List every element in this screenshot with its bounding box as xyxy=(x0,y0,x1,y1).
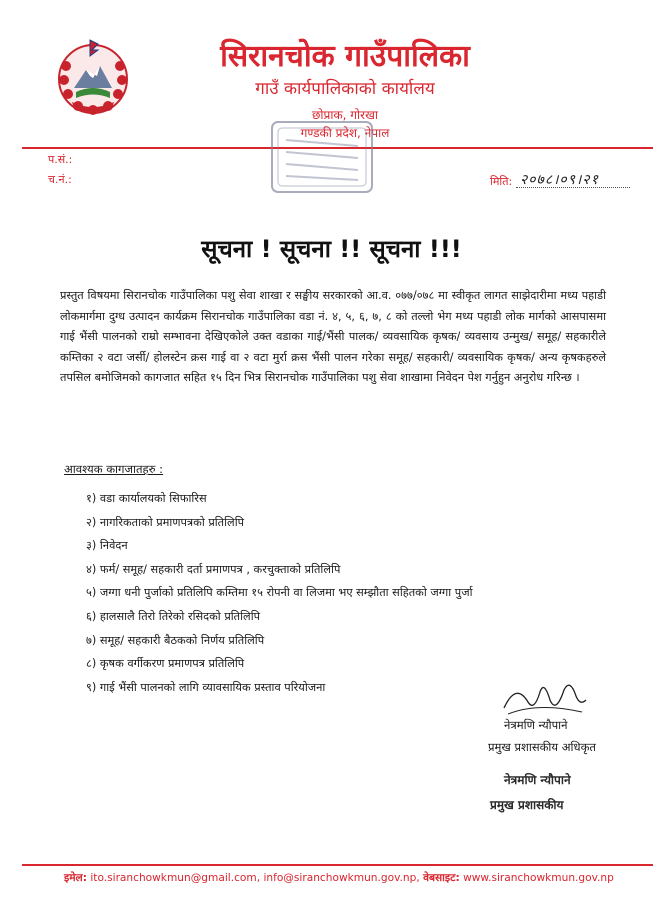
stamp-name: नेत्रमणि न्यौपाने xyxy=(504,773,571,787)
list-item: ९) गाई भैंसी पालनको लागि व्यावसायिक प्रस्ताव परियोजना xyxy=(86,680,326,694)
requirements-list xyxy=(86,487,606,699)
footer-divider xyxy=(22,864,653,866)
office-stamp-icon xyxy=(268,118,376,196)
date-value: २०७८।०९।२१ xyxy=(520,172,599,188)
list-item: ७) समूह/ सहकारी बैठकको निर्णय प्रतिलिपि xyxy=(86,633,265,647)
nepal-emblem-icon xyxy=(52,36,134,118)
date-underline xyxy=(516,187,630,188)
list-item: ६) हालसालै तिरो तिरेको रसिदको प्रतिलिपि xyxy=(86,609,261,623)
list-item: ८) कृषक वर्गीकरण प्रमाणपत्र प्रतिलिपि xyxy=(86,657,245,671)
website-label: वेबसाइट: xyxy=(423,872,460,884)
email-value: ito.siranchowkmun@gmail.com, info@siranchowkmun.gov.np, xyxy=(90,872,420,884)
address-line-1: छोप्राक, गोरखा xyxy=(312,108,378,122)
list-item: २) नागरिकताको प्रमाणपत्रको प्रतिलिपि xyxy=(86,515,245,529)
signature-icon xyxy=(498,672,590,720)
date-label: मिति: xyxy=(490,175,513,188)
footer-contact xyxy=(64,871,614,885)
reference-number-label: प.सं.: xyxy=(48,153,73,166)
list-item: ३) निवेदन xyxy=(86,539,128,553)
list-item: ५) जग्गा धनी पुर्जाको प्रतिलिपि कम्तिमा १५ रोपनी वा लिजमा भए सम्झौता सहितको जग्गा पुर्जा xyxy=(86,586,473,600)
office-title: सिरानचोक गाउँपालिका xyxy=(220,39,470,74)
notice-heading: सूचना ! सूचना !! सूचना !!! xyxy=(201,235,462,263)
list-item: १) वडा कार्यालयको सिफारिस xyxy=(86,492,207,505)
signatory-name: नेत्रमणि न्यौपाने xyxy=(504,718,568,732)
address-line-2: गण्डकी प्रदेश, नेपाल xyxy=(300,126,390,140)
signatory-title: प्रमुख प्रशासकीय अधिकृत xyxy=(488,740,596,754)
office-subtitle: गाउँ कार्यपालिकाको कार्यालय xyxy=(255,79,435,99)
email-label: इमेल: xyxy=(64,872,87,884)
stamp-title: प्रमुख प्रशासकीय xyxy=(490,798,564,812)
list-item: ४) फर्म/ समूह/ सहकारी दर्ता प्रमाणपत्र , करचुक्ताको प्रतिलिपि xyxy=(86,562,341,576)
notice-body: प्रस्तुत विषयमा सिरानचोक गाउँपालिका पशु सेवा शाखा र सङ्घीय सरकारको आ.व. ०७७/०७८ मा स्वीकृत लागत साझेदारीमा मध्य पहाडी लोकमार्गमा दुग्ध उत्पादन कार्यक्रम सिरानचोक गाउँपालिका वडा नं. ४, ५, ६, ७, ८ को तल्लो भेग मध्य पहाडी लोक मार्गको आसपासमा गाई भैंसी पालनको राम्रो सम्भावना देखिएकोले उक्त वडाका गाई/भैंसी पालक/ व्यवसायिक कृषक/ व्यवसाय उन्मुख/ समूह/ सहकारीले कम्तिका २ वटा जर्सी/ होलस्टेन क्रस गाई वा २ वटा मुर्रा क्रस भैंसी पालन गरेका समूह/ सहकारी/ व्यवसायिक कृषक/ अन्य कृषकहरुले तपसिल बमोजिमको कागजात सहित १५ दिन भित्र सिरानचोक गाउँपालिका पशु सेवा शाखामा निवेदन पेश गर्नुहुन अनुरोध गरिन्छ । xyxy=(60,289,606,385)
website-value: www.siranchowkmun.gov.np xyxy=(463,872,614,884)
requirements-title: आवश्यक कागजातहरु : xyxy=(64,462,164,476)
dispatch-number-label: च.नं.: xyxy=(48,173,72,186)
